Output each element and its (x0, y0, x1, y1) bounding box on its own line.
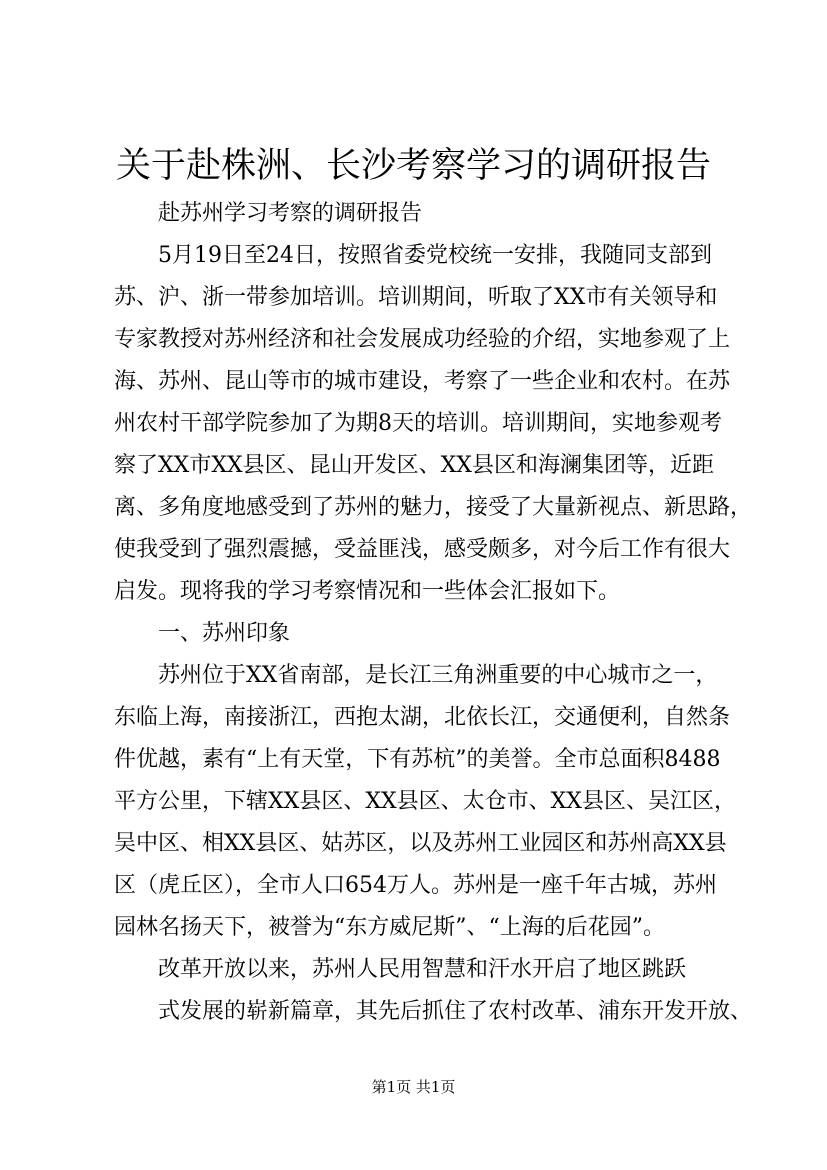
body-line: 察了XX市XX县区、昆山开发区、XX县区和海澜集团等，近距 (114, 453, 714, 478)
body-line: 专家教授对苏州经济和社会发展成功经验的介绍，实地参观了上 (114, 327, 731, 352)
body-line: 改革开放以来，苏州人民用智慧和汗水开启了地区跳跃 (158, 957, 687, 982)
body-line: 园林名扬天下，被誉为“东方威尼斯”、“上海的后花园”。 (114, 915, 665, 940)
body-line: 离、多角度地感受到了苏州的魅力，接受了大量新视点、新思路， (114, 495, 753, 520)
page-footer: 第1页 共1页 (371, 1078, 456, 1096)
body-line: 使我受到了强烈震撼，受益匪浅，感受颇多，对今后工作有很大 (114, 537, 731, 562)
body-line: 东临上海，南接浙江，西抱太湖，北依长江，交通便利，自然条 (114, 705, 731, 730)
body-line: 海、苏州、昆山等市的城市建设，考察了一些企业和农村。在苏 (114, 369, 731, 394)
body-line: 苏、沪、浙一带参加培训。培训期间，听取了XX市有关领导和 (114, 285, 718, 310)
body-line: 平方公里，下辖XX县区、XX县区、太仓市、XX县区、吴江区， (114, 789, 736, 814)
subtitle-line: 赴苏州学习考察的调研报告 (158, 201, 423, 226)
body-line: 苏州位于XX省南部，是长江三角洲重要的中心城市之一， (158, 663, 718, 688)
body-line: 件优越，素有“上有天堂，下有苏杭”的美誉。全市总面积8488 (114, 747, 721, 772)
body-line: 吴中区、相XX县区、姑苏区，以及苏州工业园区和苏州高XX县 (114, 831, 727, 856)
document-title: 关于赴株洲、长沙考察学习的调研报告 (115, 146, 711, 186)
body-line: 州农村干部学院参加了为期8天的培训。培训期间，实地参观考 (114, 411, 722, 436)
section-heading: 一、苏州印象 (158, 621, 291, 646)
body-line: 启发。现将我的学习考察情况和一些体会汇报如下。 (114, 579, 621, 604)
body-line: 区（虎丘区），全市人口654万人。苏州是一座千年古城，苏州 (114, 873, 717, 898)
body-line: 5月19日至24日，按照省委党校统一安排，我随同支部到 (158, 243, 712, 268)
body-line: 式发展的崭新篇章，其先后抓住了农村改革、浦东开发开放、 (158, 999, 753, 1024)
